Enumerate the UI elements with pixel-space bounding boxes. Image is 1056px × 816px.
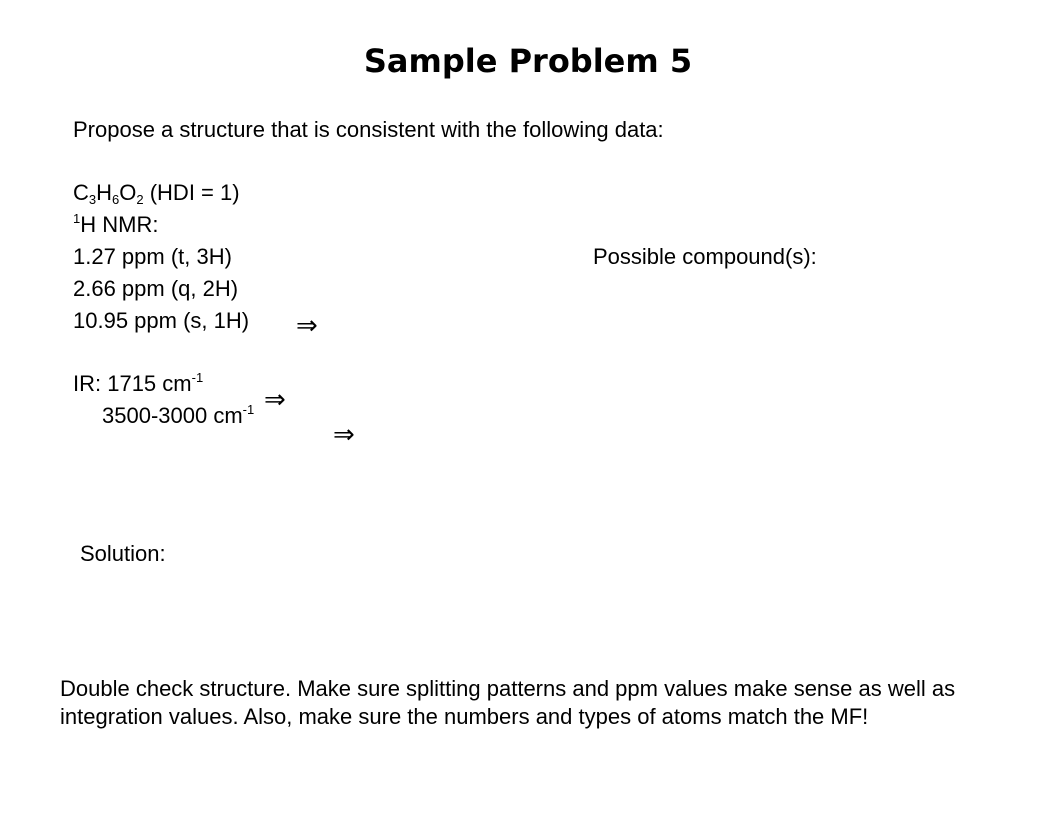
molecular-formula: $C_3H_6O_2$ (HDI = 1) [73, 180, 240, 207]
implies-arrow-icon: ⇒ [264, 385, 286, 415]
ir-line-2: 3500-3000 $cm^{-1}$ [102, 402, 255, 428]
page-title: Sample Problem 5 [363, 42, 693, 80]
nmr-peak-1: 1.27 ppm (t, 3H) [73, 244, 232, 269]
implies-arrow-icon: ⇒ [333, 420, 355, 450]
ir-line-1: IR: 1715 $cm^{-1}$ [73, 370, 204, 396]
solution-label: Solution: [80, 541, 166, 566]
problem-prompt: Propose a structure that is consistent with the following data: [73, 117, 664, 142]
nmr-peak-3: 10.95 ppm (s, 1H) [73, 308, 250, 333]
nmr-peak-2: 2.66 ppm (q, 2H) [73, 276, 239, 301]
implies-arrow-icon: ⇒ [296, 311, 318, 341]
nmr-heading: $^1$H NMR: [73, 211, 159, 237]
possible-compounds-label: Possible compound(s): [593, 244, 817, 269]
double-check-note: Double check structure. Make sure splitting patterns and ppm values make sense as well as integration values. Also, make sure the numbers and types of atoms match the MF! [60, 676, 956, 729]
